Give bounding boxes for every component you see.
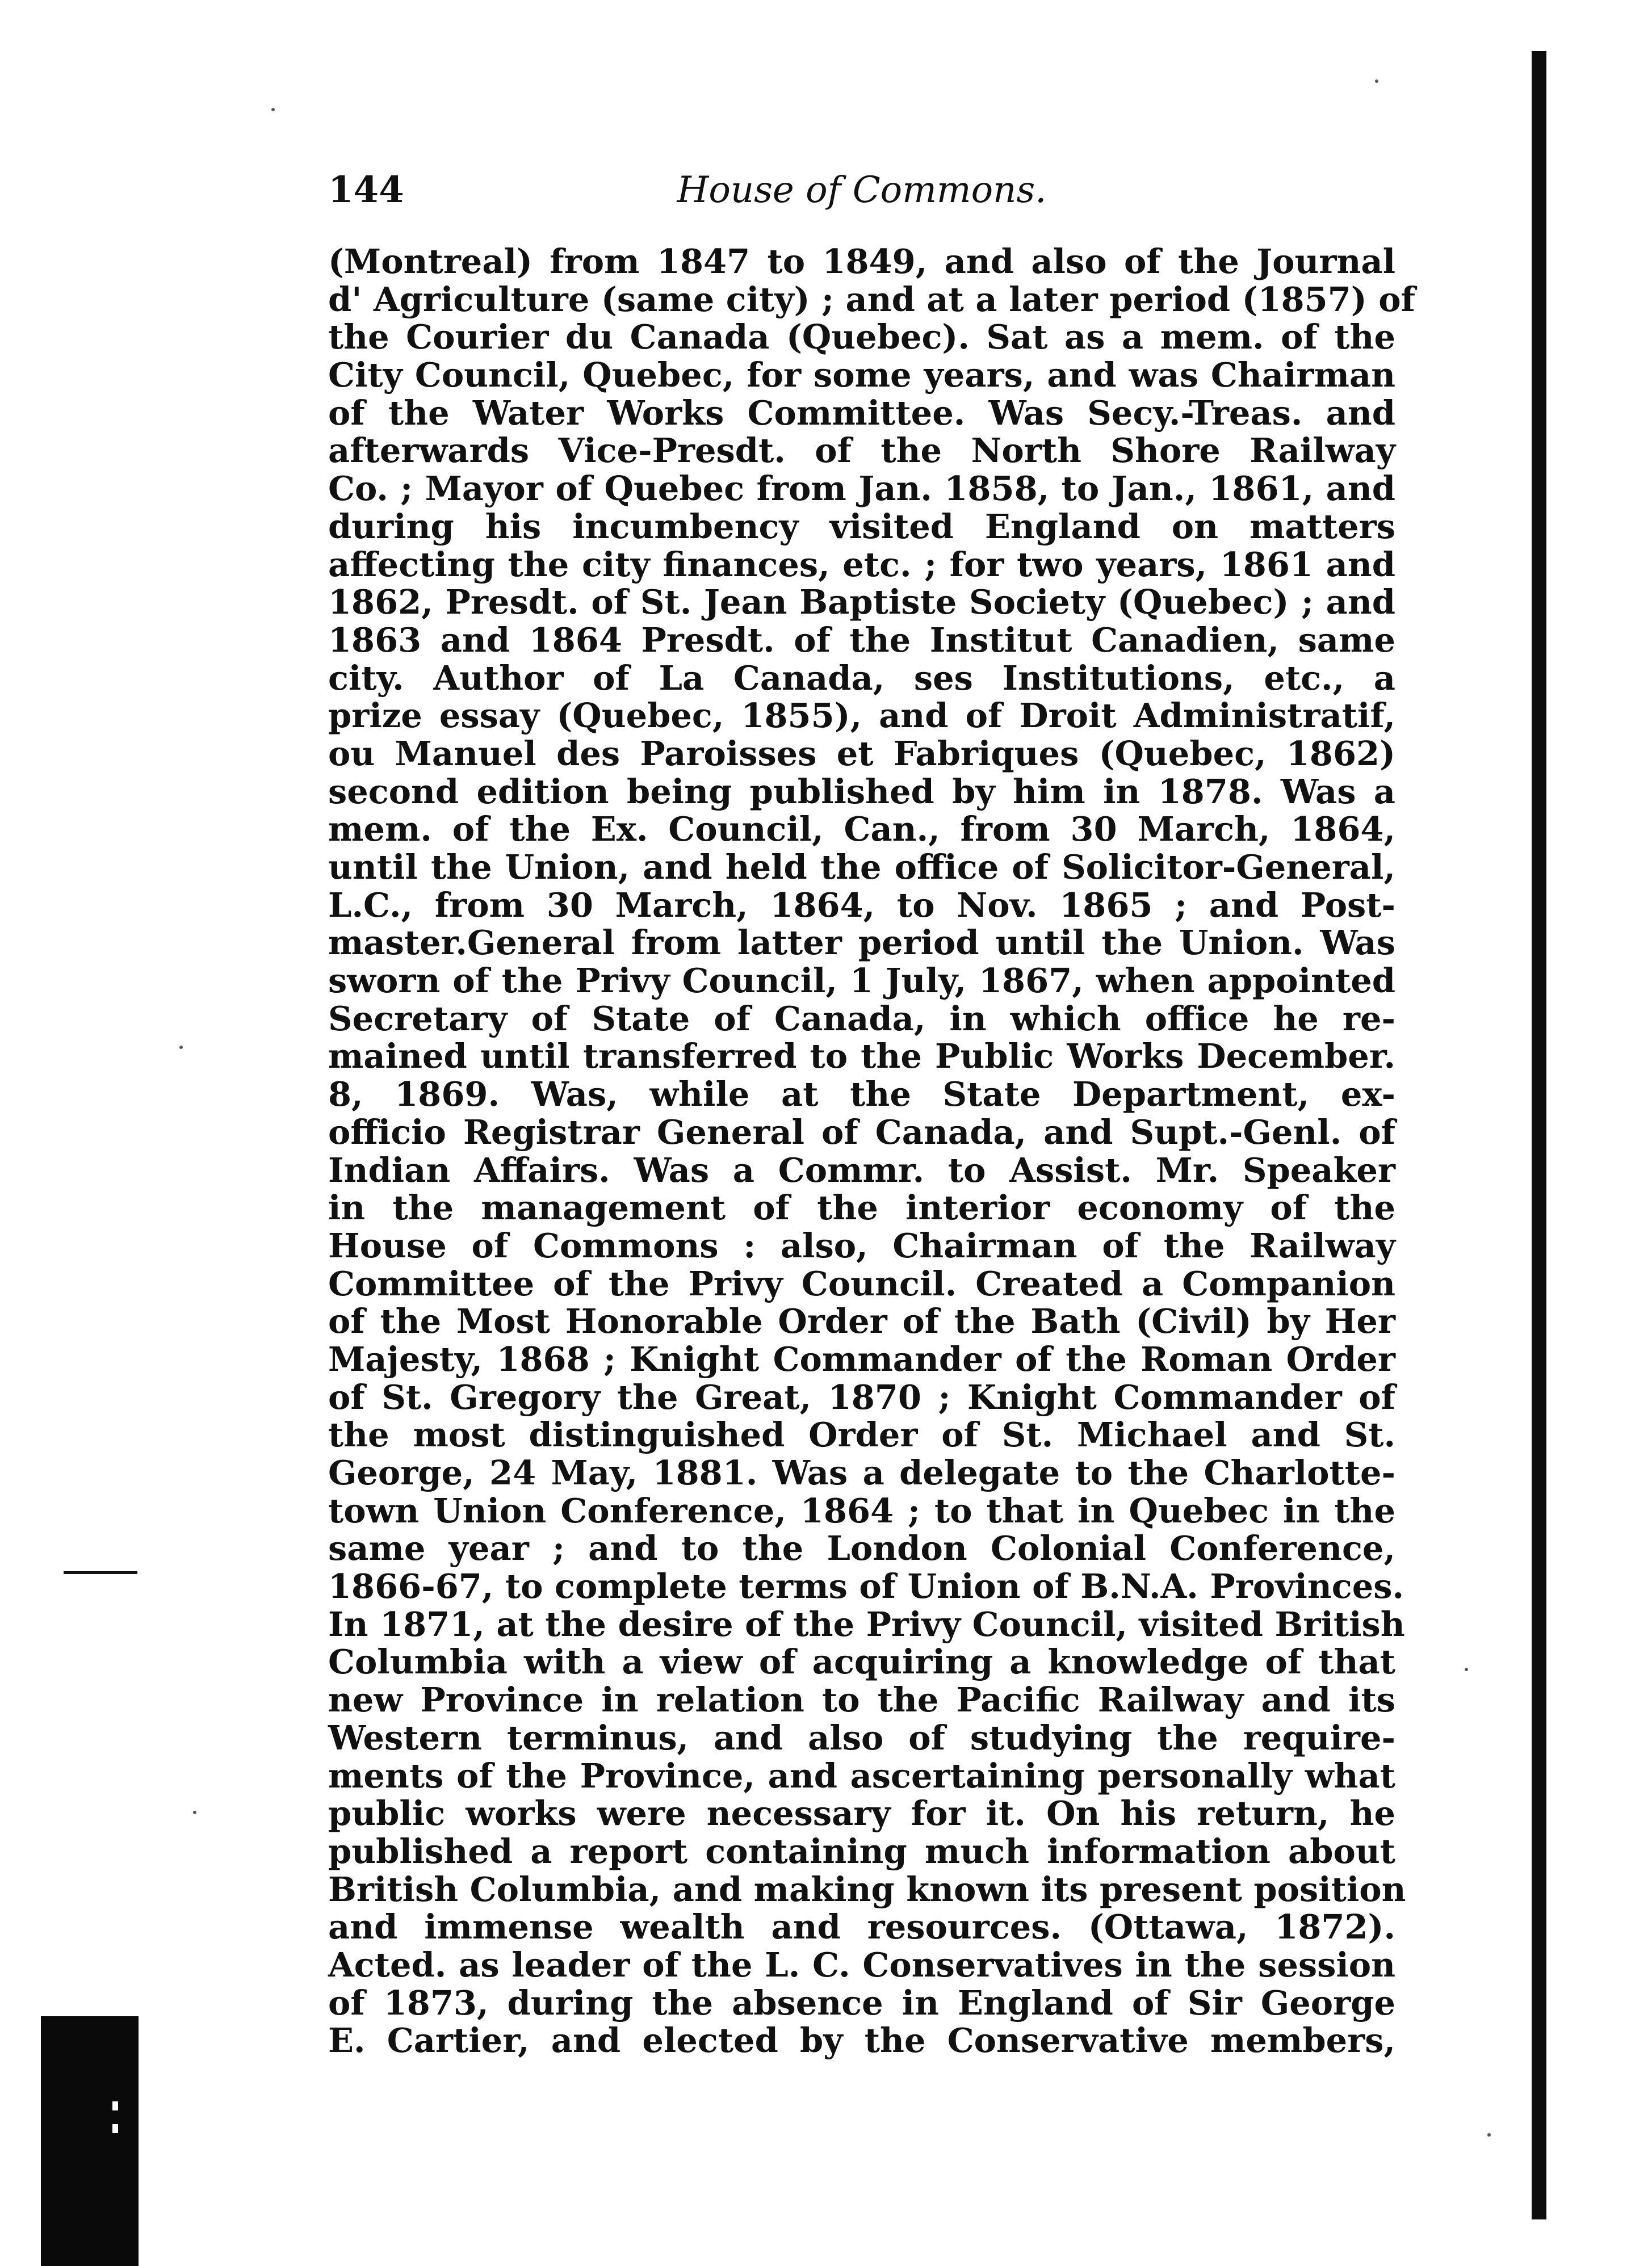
text-line: Columbia with a view of acquiring a knowledge of that (328, 1642, 1395, 1682)
text-line: public works were necessary for it. On his return, he (328, 1794, 1395, 1833)
text-line: during his incumbency visited England on matters (328, 506, 1395, 546)
page-header (328, 165, 1395, 216)
text-line: Western terminus, and also of studying the require- (328, 1718, 1395, 1757)
text-line: ou Manuel des Paroisses et Fabriques (Quebec, 1862) (328, 733, 1395, 773)
text-line: prize essay (Quebec, 1855), and of Droit Administratif, (328, 696, 1395, 736)
text-line: sworn of the Privy Council, 1 July, 1867, when appointed (328, 961, 1395, 1001)
scan-artifact (112, 2124, 118, 2133)
text-line: British Columbia, and making known its present position (328, 1869, 1406, 1909)
text-line: and immense wealth and resources. (Ottawa, 1872). (328, 1907, 1395, 1947)
dust-speck (1487, 2133, 1491, 2137)
text-line: House of Commons : also, Chairman of the Railway (328, 1226, 1395, 1265)
text-line: ments of the Province, and ascertaining personally what (328, 1756, 1395, 1795)
text-line: city. Author of La Canada, ses Institutions, etc., a (328, 658, 1395, 698)
text-line: George, 24 May, 1881. Was a delegate to the Charlotte- (328, 1453, 1395, 1492)
dust-speck (1375, 79, 1378, 83)
body-paragraph (328, 242, 1415, 2061)
dust-speck (179, 1046, 183, 1049)
text-line: Majesty, 1868 ; Knight Commander of the Roman Order (328, 1339, 1395, 1379)
text-line: in the management of the interior economy of the (328, 1188, 1395, 1228)
dust-speck (271, 108, 275, 111)
margin-rule (64, 1571, 137, 1574)
text-line: Committee of the Privy Council. Created a Companion (328, 1264, 1395, 1303)
running-title: House of Commons. (677, 169, 1047, 211)
text-line: In 1871, at the desire of the Privy Council, visited British (328, 1604, 1405, 1644)
text-line: City Council, Quebec, for some years, and was Chairman (328, 355, 1395, 395)
text-line: published a report containing much information about (328, 1831, 1395, 1871)
text-line: the most distinguished Order of St. Michael and St. (328, 1415, 1395, 1455)
text-line: of St. Gregory the Great, 1870 ; Knight Commander of (328, 1377, 1395, 1417)
dust-speck (1465, 1668, 1468, 1671)
text-line: (Montreal) from 1847 to 1849, and also of the Journal (328, 242, 1395, 281)
text-line: Acted. as leader of the L. C. Conservatives in the session (328, 1945, 1395, 1984)
text-line: mem. of the Ex. Council, Can., from 30 March, 1864, (328, 809, 1395, 849)
text-line: Co. ; Mayor of Quebec from Jan. 1858, to Jan., 1861, and (328, 469, 1395, 509)
scan-edge-bottom-left (41, 2016, 139, 2266)
text-line: of the Water Works Committee. Was Secy.-Treas. and (328, 393, 1395, 433)
page-number: 144 (328, 169, 404, 211)
text-line: until the Union, and held the office of Solicitor-General, (328, 847, 1395, 887)
text-line: the Courier du Canada (Quebec). Sat as a mem. of the (328, 317, 1395, 357)
scan-artifact (112, 2101, 118, 2110)
text-line: E. Cartier, and elected by the Conservative members, (328, 2021, 1395, 2061)
text-line: new Province in relation to the Pacific Railway and its (328, 1680, 1395, 1720)
text-line: 8, 1869. Was, while at the State Department, ex- (328, 1075, 1395, 1114)
text-line: 1862, Presdt. of St. Jean Baptiste Society (Quebec) ; and (328, 582, 1395, 622)
text-line: affecting the city finances, etc. ; for two years, 1861 and (328, 544, 1395, 584)
text-line: 1866-67, to complete terms of Union of B.N.A. Provinces. (328, 1567, 1404, 1606)
text-line: Secretary of State of Canada, in which office he re- (328, 998, 1395, 1038)
text-line: master.General from latter period until the Union. Was (328, 923, 1395, 963)
text-line: same year ; and to the London Colonial Conference, (328, 1529, 1395, 1568)
text-line: 1863 and 1864 Presdt. of the Institut Canadien, same (328, 620, 1395, 660)
dust-speck (193, 1811, 196, 1814)
text-line: d' Agriculture (same city) ; and at a later period (1857) of (328, 279, 1415, 319)
text-line: of the Most Honorable Order of the Bath (Civil) by Her (328, 1302, 1395, 1341)
text-line: mained until transferred to the Public Works December. (328, 1037, 1395, 1076)
text-line: town Union Conference, 1864 ; to that in Quebec in the (328, 1491, 1395, 1530)
text-line: of 1873, during the absence in England of Sir George (328, 1983, 1395, 2022)
scan-edge-right (1532, 51, 1546, 2219)
text-line: officio Registrar General of Canada, and Supt.-Genl. of (328, 1112, 1395, 1152)
text-line: Indian Affairs. Was a Commr. to Assist. Mr. Speaker (328, 1150, 1395, 1190)
text-line: L.C., from 30 March, 1864, to Nov. 1865 ; and Post- (328, 885, 1395, 925)
text-line: afterwards Vice-Presdt. of the North Shore Railway (328, 431, 1395, 471)
text-line: second edition being published by him in 1878. Was a (328, 771, 1395, 811)
